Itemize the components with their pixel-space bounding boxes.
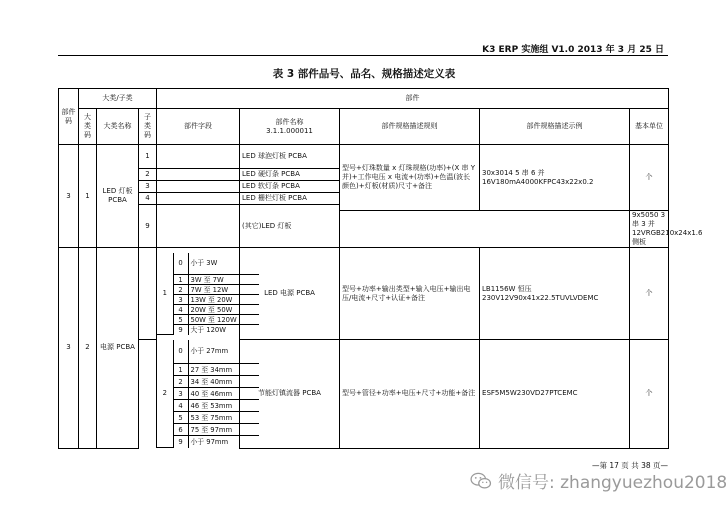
major-name: 电源 PCBA [97,248,139,449]
sub-code-empty [139,248,157,340]
part-field-cell [157,193,240,205]
field-range: 小于 97mm [188,436,259,448]
part-name: LED 球泡灯板 PCBA [240,145,340,169]
col-major-group: 大类/子类 [79,89,157,109]
col-part-name-code: 3.1.1.000011 [266,126,313,135]
field-code: 5 [173,412,188,424]
field-range: 大于 120W [188,325,259,335]
field-range: 20W 至 50W [188,305,259,315]
part-field-cell [157,181,240,193]
field-code: 9 [173,436,188,448]
spec-example: LB1156W 恒压 230V12V90x41x22.5TUVLVDEMC [480,248,630,340]
part-name: (其它)LED 灯板 [240,205,340,248]
col-spec-rule: 部件规格描述规则 [340,109,480,145]
field-range: 40 至 46mm [188,388,259,400]
part-field-cell [157,205,240,248]
col-major-name: 大类名称 [97,109,139,145]
part-name: LED 软灯条 PCBA [240,181,340,193]
field-range: 小于 27mm [188,340,259,364]
field-range: 50W 至 120W [188,315,259,325]
sub-code-empty [139,340,157,449]
field-code: 9 [173,325,188,335]
col-part-name [240,109,340,145]
document-header: K3 ERP 实施组 V1.0 2013 年 3 月 25 日 [482,45,664,55]
field-code: 1 [173,364,188,376]
col-dept-num: 部件码 [59,89,79,145]
field-range: 3W 至 7W [188,275,259,285]
field-code: 4 [173,400,188,412]
page-number: —第 17 页 共 38 页— [592,461,669,470]
dept-code: 3 [59,248,79,449]
col-part-name-label: 部件名称 [275,117,304,126]
unit: 个 [630,248,669,340]
col-unit: 基本单位 [630,109,669,145]
sub-code: 2 [157,340,173,448]
major-code: 2 [79,248,97,449]
field-code: 4 [173,305,188,315]
part-field-cell [157,145,240,169]
field-range: 46 至 53mm [188,400,259,412]
field-code: 5 [173,315,188,325]
col-part-field: 部件字段 [157,109,240,145]
part-name: LED 电源 PCBA [240,248,340,340]
spec-rule-empty [340,211,630,248]
part-field-cell [157,169,240,181]
field-range: 7W 至 12W [188,285,259,295]
wechat-icon [470,472,492,490]
col-major-code: 大类码 [79,109,97,145]
field-block [157,340,240,449]
watermark [470,468,727,493]
field-range: 53 至 75mm [188,412,259,424]
spec-example: 30x3014 5 串 6 并 16V180mA4000KFPC43x22x0.2 [480,145,630,211]
field-range: 小于 3W [188,253,259,275]
col-sub-code: 子类码 [139,109,157,145]
part-name: 节能灯镇流器 PCBA [240,340,340,449]
field-block [157,248,240,340]
field-range: 34 至 40mm [188,376,259,388]
field-range: 13W 至 20W [188,295,259,305]
spec-rule: 型号+灯珠数量 x 灯珠规格(功率)+(X 串 Y 并)+工作电压 x 电流+(功率)+色温(波长颜色)+灯板(材质)尺寸+备注 [340,145,480,211]
part-name: LED 硬灯条 PCBA [240,169,340,181]
unit: 个 [630,340,669,449]
field-range: 27 至 34mm [188,364,259,376]
sub-code: 9 [139,205,157,248]
part-name: LED 栅栏灯板 PCBA [240,193,340,205]
spec-rule: 型号+功率+输出类型+输入电压+输出电压/电流+尺寸+认证+备注 [340,248,480,340]
field-code: 0 [173,253,188,275]
col-part: 部件 [157,89,669,109]
field-range: 75 至 97mm [188,424,259,436]
major-name: LED 灯板 PCBA [97,145,139,248]
spec-example: ESF5M5W230VD27PTCEMC [480,340,630,449]
field-code: 1 [173,275,188,285]
field-code: 2 [173,285,188,295]
sub-code: 1 [157,253,173,335]
field-code: 2 [173,376,188,388]
spec-example: 9x5050 3 串 3 并 12VRGB210x24x1.6 侧板 [630,211,669,248]
table-title: 表 3 部件品号、品名、规格描述定义表 [272,68,456,80]
sub-code: 3 [139,181,157,193]
dept-code: 3 [59,145,79,248]
watermark-text: 微信号: zhangyuezhou2018 [498,473,728,493]
sub-code: 2 [139,169,157,181]
col-spec-example: 部件规格描述示例 [480,109,630,145]
spec-rule: 型号+管径+功率+电压+尺寸+功能+备注 [340,340,480,449]
spec-table [58,88,703,449]
sub-code: 1 [139,145,157,169]
field-code: 0 [173,340,188,364]
field-code: 3 [173,388,188,400]
field-code: 3 [173,295,188,305]
field-code: 6 [173,424,188,436]
header-rule [58,55,668,56]
sub-code: 4 [139,193,157,205]
major-code: 1 [79,145,97,248]
unit: 个 [630,145,669,211]
